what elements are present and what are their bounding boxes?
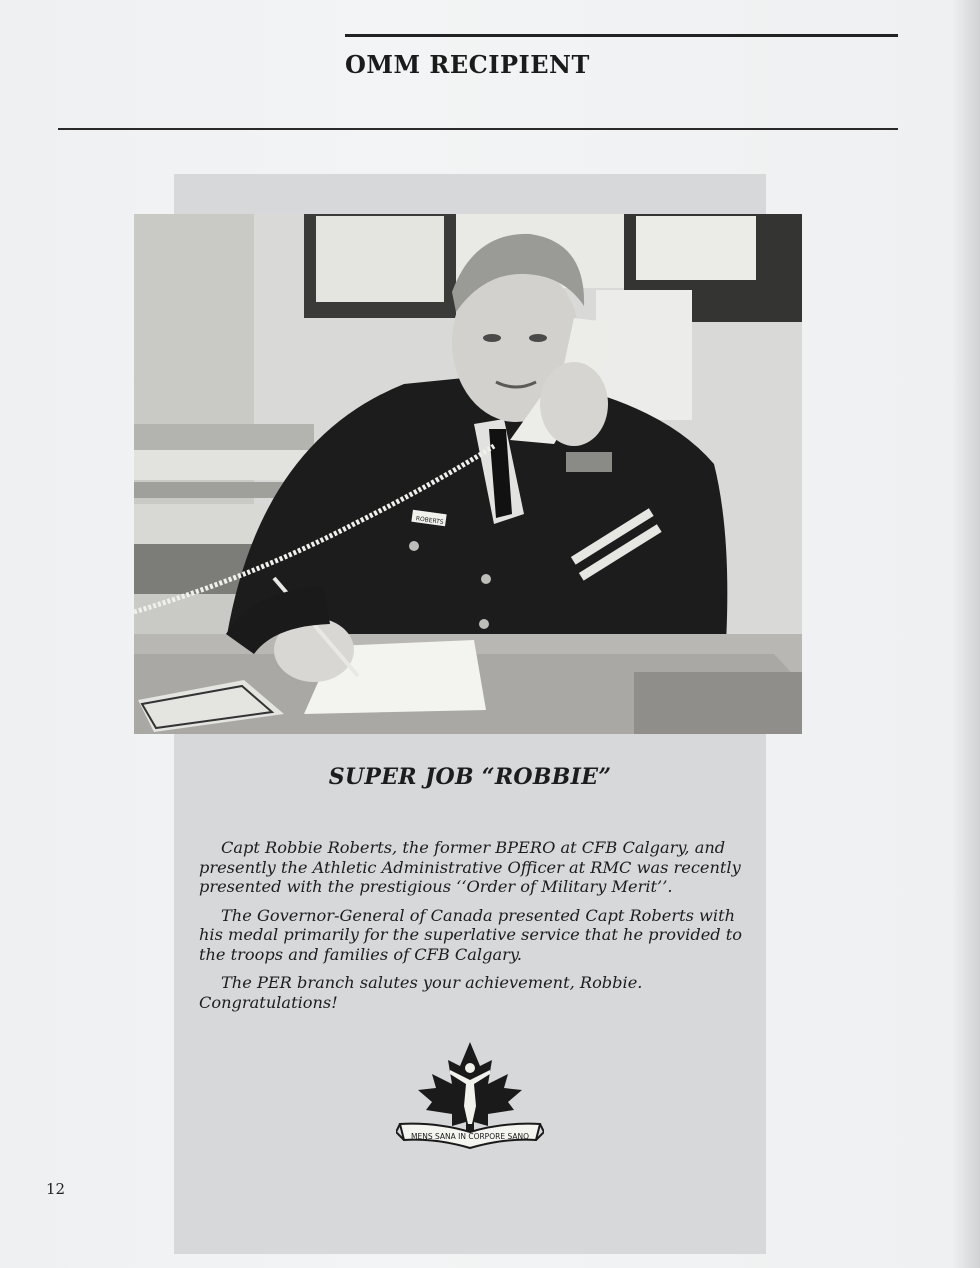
maple-leaf-emblem <box>396 1040 544 1156</box>
emblem-motto: MENS SANA IN CORPORE SANO <box>411 1132 529 1141</box>
section-title: OMM RECIPIENT <box>345 50 590 79</box>
page-spine-shadow <box>952 0 980 1268</box>
header-bottom-rule <box>58 128 898 130</box>
article-paragraph: The PER branch salutes your achievement, Robbie. Congratulations! <box>199 973 643 1012</box>
article-headline: SUPER JOB “ROBBIE” <box>328 764 612 790</box>
article-body <box>199 838 751 1021</box>
page-number: 12 <box>46 1180 66 1198</box>
name-tag: ROBERTS <box>415 515 445 527</box>
article-paragraph: Capt Robbie Roberts, the former BPERO at CFB Calgary, and presently the Athletic Administrative Officer at RMC was recently presented with the prestigious ‘‘Order of Military Merit’’. <box>199 838 741 896</box>
officer-photo <box>134 214 802 734</box>
article-paragraph: The Governor-General of Canada presented Capt Roberts with his medal primarily for the superlative service that he provided to the troops and families of CFB Calgary. <box>199 905 743 964</box>
header-top-rule <box>345 34 898 37</box>
